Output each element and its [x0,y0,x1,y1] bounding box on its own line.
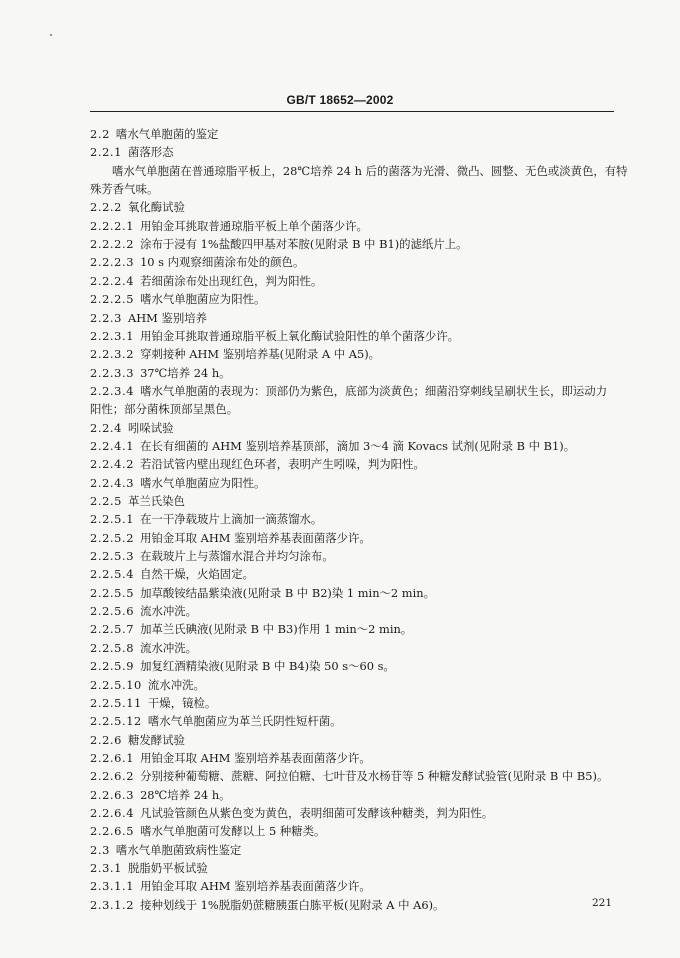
clause-number: 2.2.5.9 [90,659,135,674]
clause-number: 2.2.3 [90,310,122,325]
clause-number: 2.2.5 [90,494,122,508]
clause-text: 加草酸铵结晶紫染液(见附录 B 中 B2)染 1 min～2 min。 [140,585,435,600]
clause-text: 分别接种葡萄糖、蔗糖、阿拉伯糖、七叶苷及水杨苷等 5 种糖发酵试验管(见附录 B 中 B5)。 [140,769,609,784]
text-line [90,494,185,508]
text-line [112,164,628,178]
clause-text: 嗜水气单胞菌应为阳性。 [140,292,266,307]
clause-number: 2.2.2.4 [90,273,135,288]
clause-number: 2.2.5.7 [90,622,135,637]
clause-number: 2.2.4 [90,420,122,435]
text-line [90,421,174,435]
clause-text: 加革兰氏碘液(见附录 B 中 B3)作用 1 min～2 min。 [140,622,413,637]
clause-text: 糖发酵试验 [127,732,185,747]
text-line [90,531,371,545]
text-line [90,788,231,802]
text-line [90,237,467,251]
clause-text: 氧化酶试验 [127,200,185,215]
clause-number: 2.2 [90,127,110,141]
clause-text: 用铂金耳取 AHM 鉴别培养基表面菌落少许。 [140,750,371,765]
clause-text: 用铂金耳取 AHM 鉴别培养基表面菌落少许。 [140,879,371,894]
text-line [90,329,459,343]
clause-text: 嗜水气单胞菌应为阳性。 [140,475,266,490]
clause-text: 在载玻片上与蒸馏水混合并均匀涂布。 [140,549,334,564]
text-line [90,549,334,563]
clause-text: AHM 鉴别培养 [127,310,207,325]
text-line [90,604,197,618]
text-line [90,292,265,306]
clause-text: 接种划线于 1%脱脂奶蔗糖胰蛋白胨平板(见附录 A 中 A6)。 [140,897,445,912]
clause-text: 嗜水气单胞菌在普通琼脂平板上，28℃培养 24 h 后的菌落为光滑、微凸、圆整、无色或淡黄色，有特 [112,163,628,178]
clause-number: 2.2.3.2 [90,347,135,362]
clause-text: 殊芳香气味。 [90,182,159,197]
clause-text: 37℃培养 24 h。 [140,365,231,380]
text-line [90,898,444,912]
clause-number: 2.2.5.5 [90,585,135,600]
text-line [90,274,322,288]
clause-text: 28℃培养 24 h。 [140,787,231,802]
clause-number: 2.2.3.3 [90,365,135,380]
clause-number: 2.2.3.4 [90,383,135,398]
clause-number: 2.2.2.5 [90,292,135,307]
clause-number: 2.2.5.4 [90,567,135,582]
clause-number: 2.2.5.12 [90,714,142,729]
clause-number: 2.2.5.1 [90,512,135,527]
header-rule [90,111,614,112]
text-line [90,476,265,490]
text-line [90,879,371,893]
clause-number: 2.2.5.2 [90,530,135,545]
text-line [90,861,208,875]
clause-text: 流水冲洗。 [140,640,198,655]
text-line [90,219,368,233]
clause-text: 若沿试管内壁出现红色环者，表明产生吲哚，判为阳性。 [140,457,425,472]
clause-number: 2.2.6.5 [90,824,135,839]
text-line [90,806,493,820]
clause-text: 若细菌涂布处出现红色，判为阳性。 [140,273,323,288]
clause-text: 干燥，镜检。 [147,695,217,710]
clause-text: 在长有细菌的 AHM 鉴别培养基顶部，滴加 3～4 滴 Kovacs 试剂(见附录 B 中 B1)。 [140,438,576,453]
clause-text: 穿刺接种 AHM 鉴别培养基(见附录 A 中 A5)。 [140,347,381,362]
clause-number: 2.3.1.2 [90,897,135,912]
text-line [90,439,575,453]
clause-text: 嗜水气单胞菌致病性鉴定 [115,842,242,857]
text-line [90,512,322,526]
text-line [90,347,380,361]
text-line [90,200,185,214]
clause-number: 2.2.5.6 [90,604,135,619]
clause-text: 脱脂奶平板试验 [127,861,208,875]
clause-number: 2.2.6.3 [90,787,135,802]
clause-text: 嗜水气单胞菌的表现为：顶部仍为紫色，底部为淡黄色；细菌沿穿刺线呈刷状生长，即运动力 [140,383,608,398]
clause-number: 2.2.5.8 [90,640,135,655]
clause-text: 阳性；部分菌株顶部呈黑色。 [90,402,239,417]
text-line [90,733,185,747]
clause-number: 2.3.1.1 [90,879,135,894]
text-line [90,457,425,471]
clause-text: 嗜水气单胞菌应为革兰氏阴性短杆菌。 [147,714,342,729]
clause-text: 用铂金耳挑取普通琼脂平板上氧化酶试验阳性的单个菌落少许。 [140,328,460,343]
clause-number: 2.2.2.3 [90,255,135,270]
text-line [90,622,412,636]
page-header: GB/T 18652—2002 [286,93,394,107]
clause-number: 2.2.6.1 [90,750,135,765]
text-line [90,696,216,710]
text-line [90,678,205,692]
clause-number: 2.3.1 [90,861,122,875]
text-line [90,255,304,269]
clause-number: 2.2.5.3 [90,549,135,564]
text-line [90,127,218,141]
clause-number: 2.2.3.1 [90,328,135,343]
text-line [90,402,238,416]
clause-number: 2.2.1 [90,145,122,160]
clause-text: 嗜水气单胞菌可发酵以上 5 种糖类。 [140,824,326,839]
clause-number: 2.2.5.10 [90,677,142,692]
clause-number: 2.2.6.4 [90,805,135,820]
clause-text: 用铂金耳挑取普通琼脂平板上单个菌落少许。 [140,218,368,233]
clause-text: 菌落形态 [127,145,174,160]
clause-text: 用铂金耳取 AHM 鉴别培养基表面菌落少许。 [140,530,371,545]
clause-number: 2.2.2.1 [90,218,135,233]
text-line [90,714,342,728]
text-line [90,311,207,325]
clause-text: 自然干燥，火焰固定。 [140,567,254,582]
clause-number: 2.2.4.2 [90,457,135,472]
text-line [90,567,254,581]
text-line [90,824,325,838]
text-line [90,145,174,159]
clause-number: 2.2.4.3 [90,475,135,490]
text-line [90,751,371,765]
text-line [90,641,197,655]
clause-number: 2.2.5.11 [90,695,142,710]
text-line [90,843,241,857]
clause-number: 2.2.6.2 [90,769,135,784]
clause-number: 2.2.2 [90,200,122,215]
clause-text: 流水冲洗。 [140,604,198,619]
clause-text: 凡试验管颜色从紫色变为黄色，表明细菌可发酵该种糖类，判为阳性。 [140,805,494,820]
clause-text: 在一干净载玻片上滴加一滴蒸馏水。 [140,512,323,527]
scan-speck [50,34,52,36]
text-line [90,366,231,380]
clause-text: 革兰氏染色 [127,494,185,508]
text-line [90,769,608,783]
clause-number: 2.2.6 [90,732,122,747]
text-line [90,659,395,673]
clause-text: 嗜水气单胞菌的鉴定 [115,127,219,141]
clause-text: 流水冲洗。 [147,677,205,692]
clause-text: 10 s 内观察细菌涂布处的颜色。 [140,255,305,270]
text-line [90,384,607,398]
clause-text: 吲哚试验 [127,420,174,435]
page-number: 221 [591,897,612,909]
clause-number: 2.2.4.1 [90,438,135,453]
text-line [90,182,158,196]
clause-text: 加复红酒精染液(见附录 B 中 B4)染 50 s～60 s。 [140,659,395,674]
clause-number: 2.2.2.2 [90,237,135,252]
clause-number: 2.3 [90,842,110,857]
clause-text: 涂布于浸有 1%盐酸四甲基对苯胺(见附录 B 中 B1)的滤纸片上。 [140,237,468,252]
text-line [90,586,435,600]
